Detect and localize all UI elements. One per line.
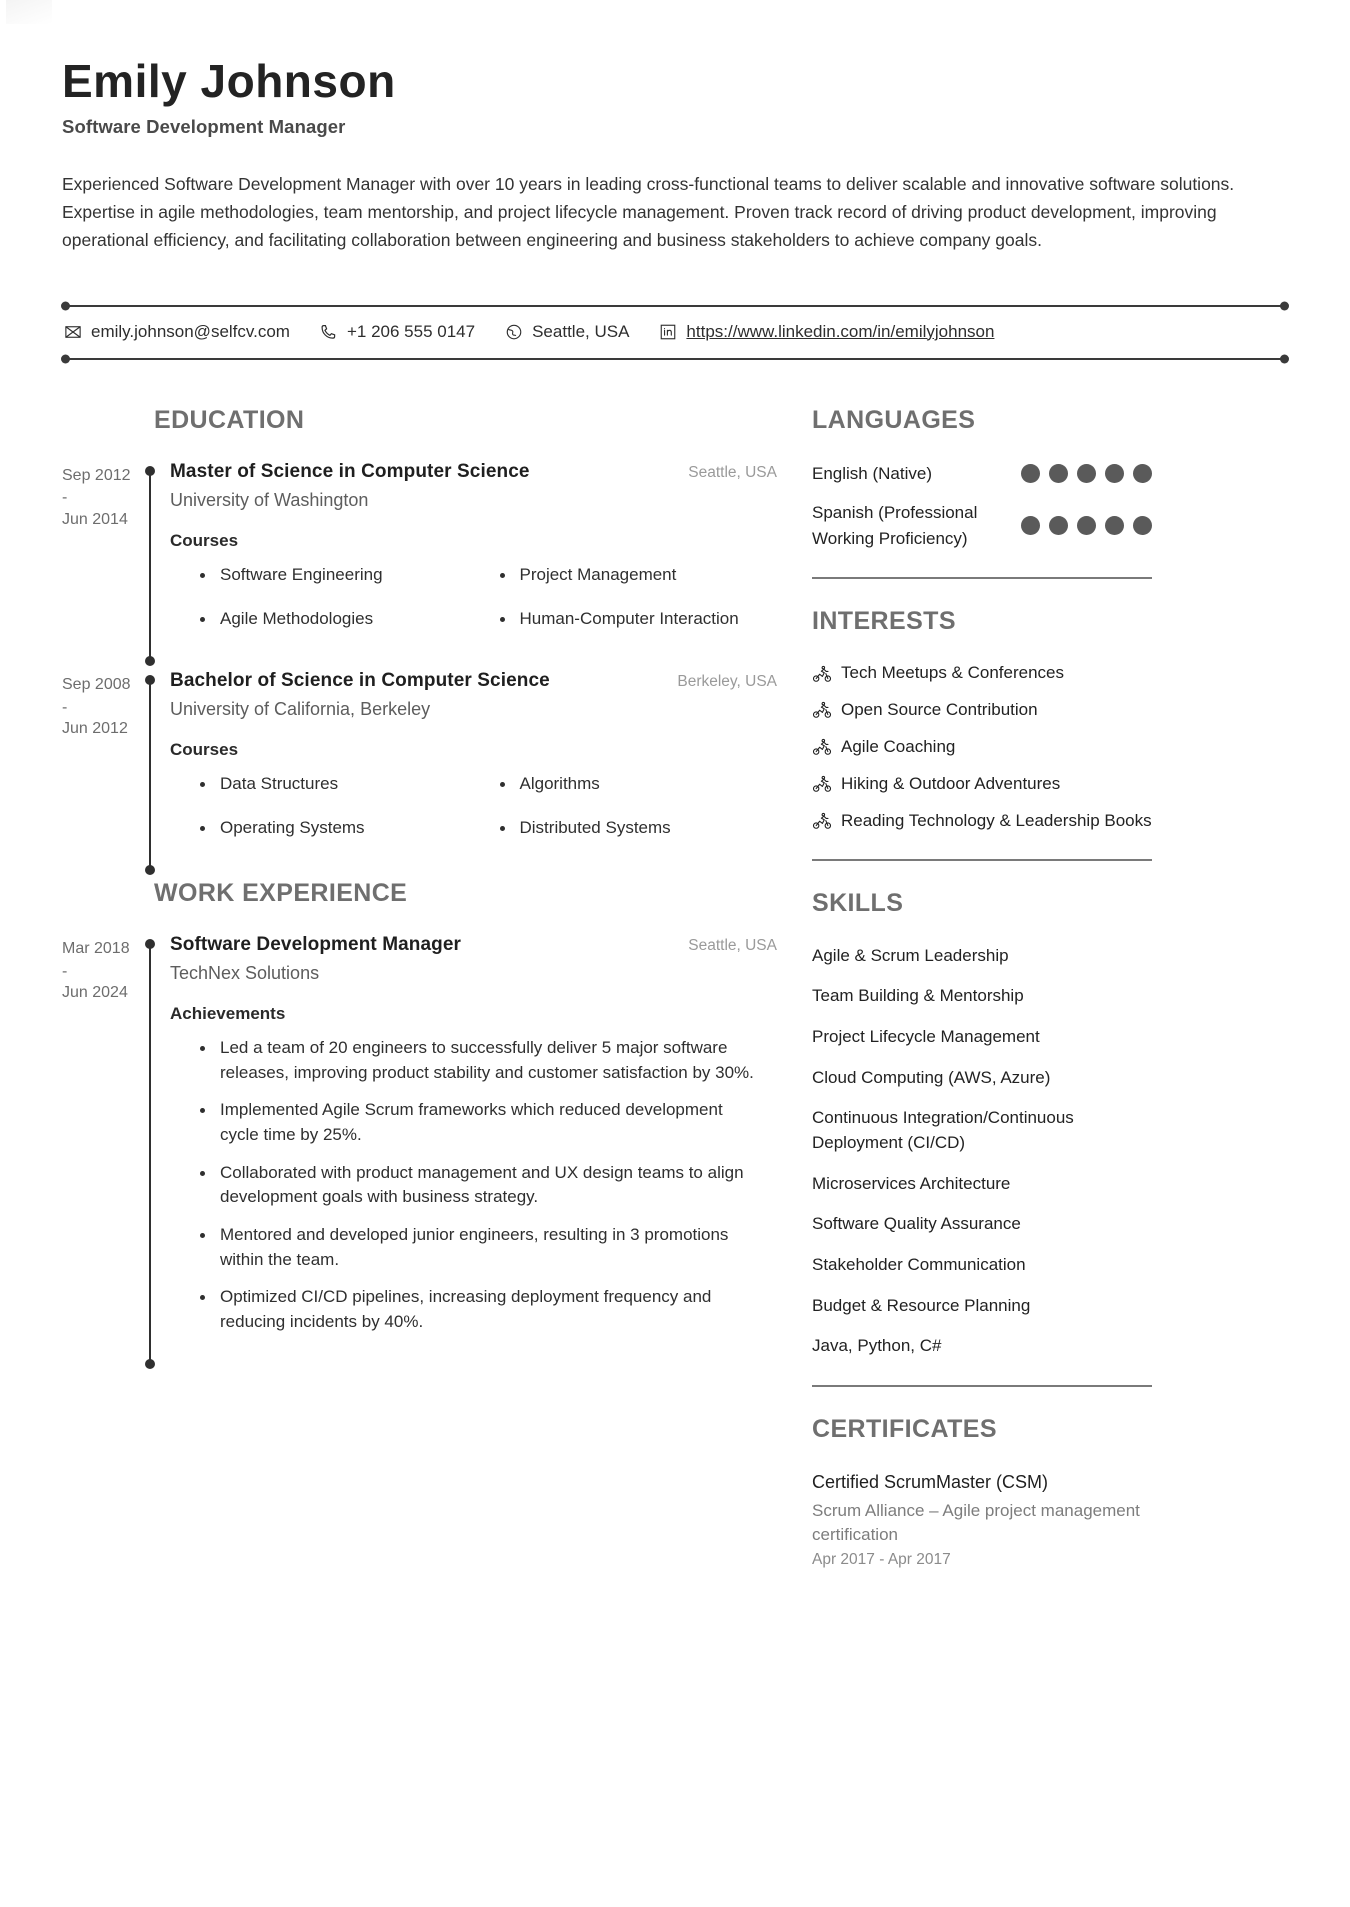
entry-date-range [62,934,144,1368]
entry-date-range [62,461,144,666]
degree-title: Bachelor of Science in Computer Science [170,669,550,691]
language-level-meter [1021,464,1152,483]
timeline-node-bottom [145,656,155,666]
course-list [170,563,777,632]
entry-date-range [62,670,144,875]
entry-header [170,670,777,692]
achievement-item: Mentored and developed junior engineers, resulting in 3 promotions within the team. [198,1223,758,1272]
company-name: TechNex Solutions [170,963,320,984]
education-section [62,406,777,876]
timeline-rail [144,670,156,875]
skill-item: Cloud Computing (AWS, Azure) [812,1067,1051,1087]
certificate-name: Certified ScrumMaster (CSM) [812,1471,1049,1492]
achievement-item: Implemented Agile Scrum frameworks which reduced development cycle time by 25%. [198,1098,758,1147]
skills-section-title: SKILLS [812,888,904,917]
skill-item: Stakeholder Communication [812,1254,1026,1274]
language-level-dot [1105,516,1124,535]
entry-end-date: Jun 2024 [62,984,128,1002]
entry-body [170,461,777,666]
contact-rule-top [62,305,1288,307]
languages-list [812,461,1152,552]
job-role: Software Development Manager [170,934,462,956]
course-list [170,772,777,841]
main-column [62,406,777,1373]
language-level-dot [1049,516,1068,535]
interest-item [812,773,1152,796]
interest-item [812,662,1152,685]
entry-start-date: Mar 2018 [62,940,130,958]
timeline-rail [144,461,156,666]
certificate-date: Apr 2017 - Apr 2017 [812,1551,951,1569]
contact-item-linkedin[interactable] [659,322,994,342]
interest-label: Agile Coaching [841,736,956,756]
course-item: Project Management [498,563,778,588]
entry-end-date: Jun 2014 [62,510,128,528]
linkedin-icon [659,323,677,341]
education-section-title: EDUCATION [154,405,305,434]
languages-section [812,406,1152,552]
timeline-node-bottom [145,1359,155,1369]
skill-item: Continuous Integration/Continuous Deployment (CI/CD) [812,1108,1074,1152]
skill-item: Software Quality Assurance [812,1214,1021,1234]
work-entry-list [62,934,777,1368]
course-item: Distributed Systems [498,816,778,841]
entry-start-date: Sep 2008 [62,675,131,693]
candidate-name: Emily Johnson [62,55,396,107]
contact-phone-text: +1 206 555 0147 [346,321,476,341]
interests-list [812,662,1152,833]
timeline-node-bottom [145,865,155,875]
skills-list [812,944,1152,1359]
envelope-icon [64,323,82,341]
entry-sublabel: Courses [170,739,239,759]
interest-item [812,699,1152,722]
contact-item-phone [320,322,475,342]
interest-item [812,810,1152,833]
interest-label: Open Source Contribution [841,699,1038,719]
education-entry [62,461,777,666]
contact-item-email [64,322,290,342]
entry-header [170,461,777,483]
resume-header [62,0,1288,255]
school-name: University of Washington [170,489,369,510]
education-entry-list [62,461,777,876]
certificates-section [812,1415,1152,1569]
contact-bar [62,289,1288,376]
language-level-dot [1105,464,1124,483]
bicycle-icon [812,811,832,831]
language-level-dot [1021,464,1040,483]
course-item: Operating Systems [198,816,478,841]
skill-item: Budget & Resource Planning [812,1295,1031,1315]
resume-body [62,406,1288,1596]
entry-date-dash: - [62,698,68,716]
language-level-dot [1077,516,1096,535]
skill-item: Microservices Architecture [812,1173,1011,1193]
bicycle-icon [812,700,832,720]
entry-start-date: Sep 2012 [62,466,131,484]
language-name: Spanish (Professional Working Proficiency) [812,503,978,548]
school-name: University of California, Berkeley [170,698,431,719]
course-item: Human-Computer Interaction [498,607,778,632]
language-level-meter [1021,516,1152,535]
skill-item: Team Building & Mentorship [812,986,1024,1006]
language-level-dot [1021,516,1040,535]
languages-section-title: LANGUAGES [812,405,976,434]
certificates-list [812,1470,1152,1569]
course-item: Agile Methodologies [198,607,478,632]
skill-item: Agile & Scrum Leadership [812,945,1009,965]
sidebar-divider-3 [812,1385,1152,1387]
contact-rule-bottom [62,358,1288,360]
work-entry [62,934,777,1368]
entry-body [170,670,777,875]
language-level-dot [1133,464,1152,483]
language-name: English (Native) [812,463,932,483]
entry-location: Seattle, USA [688,937,777,955]
entry-end-date: Jun 2012 [62,719,128,737]
work-section-title: WORK EXPERIENCE [154,879,408,908]
bicycle-icon [812,774,832,794]
language-level-dot [1077,464,1096,483]
course-item: Algorithms [498,772,778,797]
interests-section [812,607,1152,833]
timeline-node-top [145,939,155,949]
entry-date-dash: - [62,962,68,980]
timeline-node-top [145,466,155,476]
entry-header [170,934,777,956]
certificates-section-title: CERTIFICATES [812,1414,997,1443]
skill-item: Project Lifecycle Management [812,1027,1040,1047]
timeline-rail [144,934,156,1368]
education-entry [62,670,777,875]
professional-summary: Experienced Software Development Manager with over 10 years in leading cross-functional teams to deliver scalable and innovative software solutions. Expertise in agile methodologies, team mentorship, and project lifecycle management. Proven track record of driving product development, improving operational efficiency, and facilitating collaboration between engineering and business stakeholders to achieve company goals. [62,173,1235,251]
achievement-item: Led a team of 20 engineers to successfully deliver 5 major software releases, improving product stability and customer satisfaction by 30%. [198,1036,758,1085]
interest-label: Reading Technology & Leadership Books [841,810,1152,830]
achievement-list [170,1036,777,1334]
entry-date-dash: - [62,489,68,507]
corner-artifact [6,0,52,24]
contact-list [62,307,1288,358]
achievement-item: Optimized CI/CD pipelines, increasing deployment frequency and reducing incidents by 40%. [198,1285,758,1334]
entry-location: Berkeley, USA [677,672,777,690]
certificate-description: Scrum Alliance – Agile project management certification [812,1500,1140,1545]
phone-icon [320,323,338,341]
interest-label: Tech Meetups & Conferences [841,663,1065,683]
entry-body [170,934,777,1368]
skills-section [812,889,1152,1359]
contact-linkedin-text[interactable]: https://www.linkedin.com/in/emilyjohnson [686,321,995,341]
work-section [62,879,777,1368]
entry-location: Seattle, USA [688,463,777,481]
language-level-dot [1049,464,1068,483]
entry-sublabel: Courses [170,530,239,550]
contact-email-text: emily.johnson@selfcv.com [91,321,290,341]
interests-section-title: INTERESTS [812,607,956,636]
interest-label: Hiking & Outdoor Adventures [841,773,1061,793]
bicycle-icon [812,737,832,757]
course-item: Data Structures [198,772,478,797]
sidebar-divider-1 [812,577,1152,579]
interest-item [812,736,1152,759]
contact-location-text: Seattle, USA [532,321,630,341]
contact-item-location [505,322,629,342]
entry-sublabel: Achievements [170,1004,286,1024]
language-row [812,500,1152,551]
timeline-node-top [145,675,155,685]
bicycle-icon [812,664,832,684]
course-item: Software Engineering [198,563,478,588]
certificate-item [812,1470,1152,1569]
sidebar-divider-2 [812,859,1152,861]
sidebar-column [812,406,1152,1596]
globe-icon [505,323,523,341]
language-level-dot [1133,516,1152,535]
skill-item: Java, Python, C# [812,1336,942,1356]
language-row [812,461,1152,487]
candidate-job-title: Software Development Manager [62,115,346,137]
achievement-item: Collaborated with product management and UX design teams to align development goals with business strategy. [198,1161,758,1210]
degree-title: Master of Science in Computer Science [170,460,530,482]
